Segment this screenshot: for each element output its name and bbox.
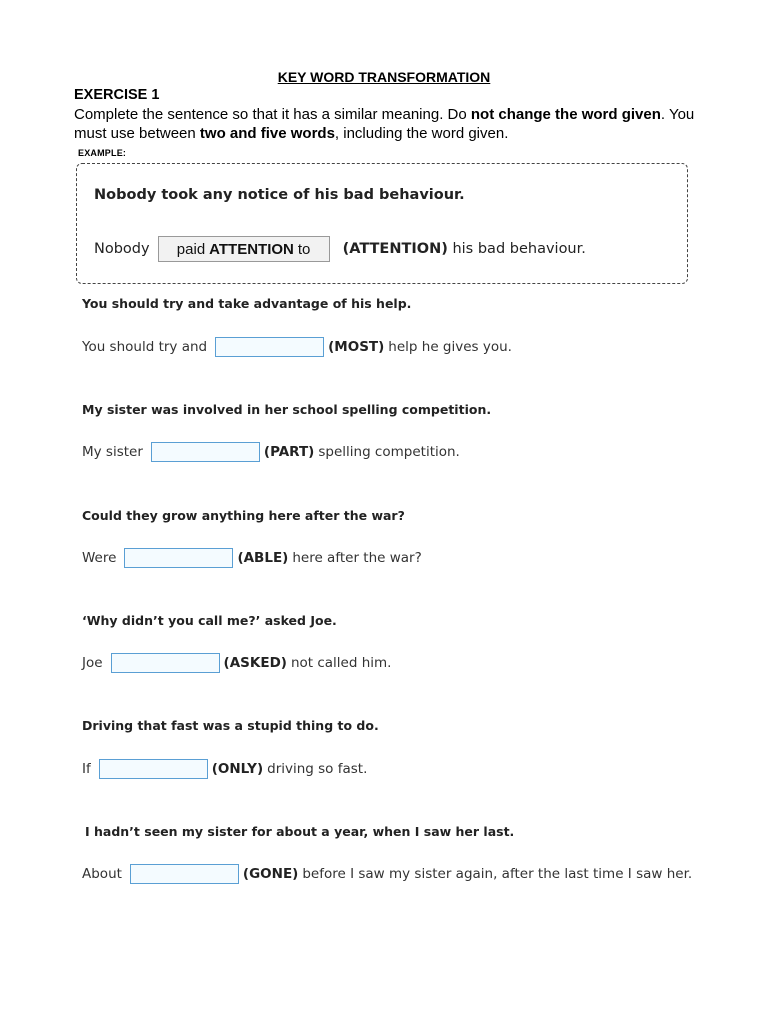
question-5-keyword: (ONLY) [211,761,264,777]
example-answer-post: to [297,240,311,258]
instructions-bold-1: not change the word given [470,106,661,123]
question-1-end: help he gives you. [388,339,512,355]
example-answer-key: ATTENTION [209,240,294,258]
question-4-line [82,651,391,675]
worksheet-title: KEY WORD TRANSFORMATION [277,69,491,85]
question-4-end: not called him. [290,655,392,671]
question-2-end: spelling competition. [318,444,460,460]
question-1-answer-input[interactable] [215,337,324,357]
question-3-line [82,546,422,570]
question-1-sentence: You should try and take advantage of his help. [82,296,412,311]
instructions-text-1: Complete the sentence so that it has a similar meaning. Do [74,106,471,123]
question-3-sentence: Could they grow anything here after the war? [82,508,405,523]
question-3-answer-input[interactable] [124,548,233,568]
question-2-keyword: (PART) [263,444,315,460]
question-3-keyword: (ABLE) [237,550,289,566]
question-4-keyword: (ASKED) [223,655,287,671]
question-2-line [82,440,460,464]
question-1-keyword: (MOST) [328,339,385,355]
question-5-line [82,757,367,781]
question-1-line [82,335,512,359]
example-label: EXAMPLE: [78,148,127,158]
instructions-text-2: . You must use between [74,106,695,142]
question-2-answer-input[interactable] [151,442,260,462]
example-end: his bad behaviour. [452,241,586,257]
example-transformation [94,236,586,262]
question-6-keyword: (GONE) [242,866,299,882]
question-2-sentence: My sister was involved in her school spelling competition. [82,402,492,417]
question-3-start: Were [82,550,117,566]
example-start: Nobody [94,241,150,257]
question-5-start: If [82,761,91,777]
question-5-end: driving so fast. [267,761,368,777]
question-6-sentence: I hadn’t seen my sister for about a year, when I saw her last. [85,824,515,839]
example-answer-box [158,236,330,262]
question-3-end: here after the war? [292,550,422,566]
question-5-sentence: Driving that fast was a stupid thing to do. [82,718,379,733]
question-5-answer-input[interactable] [99,759,208,779]
example-answer-pre: paid [176,240,206,258]
question-1-start: You should try and [82,339,208,355]
example-sentence: Nobody took any notice of his bad behaviour. [94,187,465,203]
example-box [76,163,688,284]
instructions [74,105,714,143]
example-keyword: (ATTENTION) [342,241,448,257]
exercise-heading: EXERCISE 1 [74,87,160,103]
question-6-answer-input[interactable] [130,864,239,884]
question-4-answer-input[interactable] [111,653,220,673]
instructions-text-3: , including the word given. [334,125,509,142]
question-6-line [82,862,692,886]
question-2-start: My sister [82,444,143,460]
question-6-start: About [82,866,122,882]
question-4-sentence: ‘Why didn’t you call me?’ asked Joe. [82,613,337,628]
question-6-end: before I saw my sister again, after the last time I saw her. [302,866,693,882]
question-4-start: Joe [82,655,103,671]
instructions-bold-2: two and five words [199,125,335,142]
